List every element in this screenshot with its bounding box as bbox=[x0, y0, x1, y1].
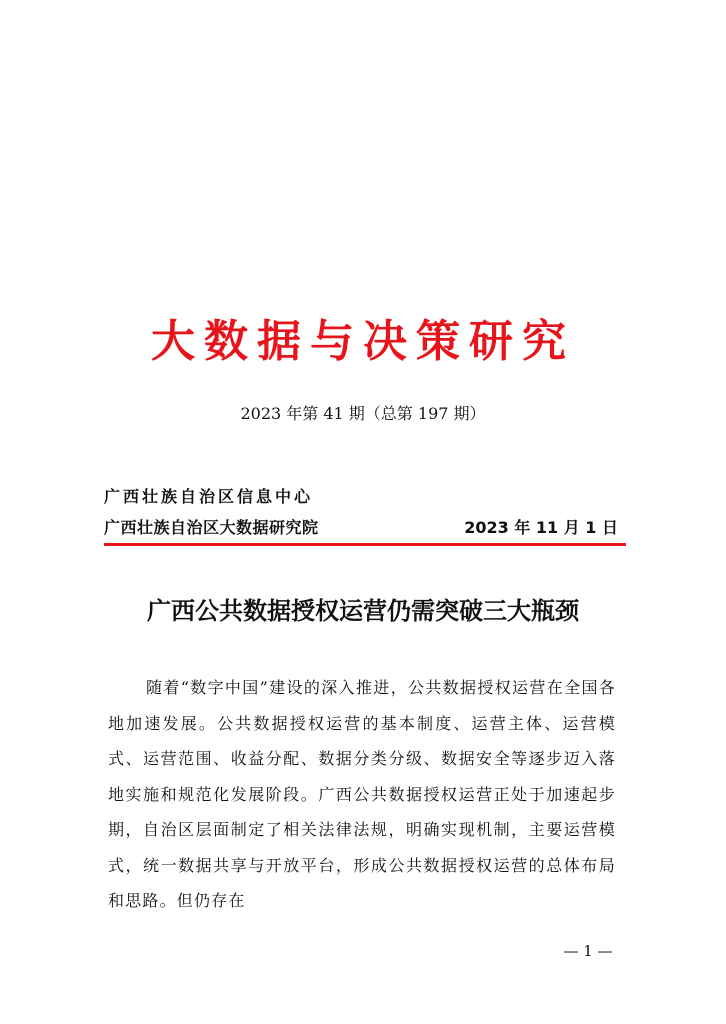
red-divider-rule bbox=[104, 543, 626, 546]
article-paragraph: 随着“数字中国”建设的深入推进，公共数据授权运营在全国各地加速发展。公共数据授权运营的基本制度、运营主体、运营模式、运营范围、收益分配、数据分类分级、数据安全等逐步迈入落地实施和规范化发展阶段。广西公共数据授权运营正处于加速起步期，自治区层面制定了相关法律法规，明确实现机制，主要运营模式，统一数据共享与开放平台，形成公共数据授权运营的总体布局和思路。但仍存在 bbox=[108, 678, 616, 910]
publish-date: 2023 年 11 月 1 日 bbox=[464, 518, 618, 537]
issue-number: 2023 年第 41 期（总第 197 期） bbox=[240, 404, 486, 423]
publisher-org-2: 广西壮族自治区大数据研究院 bbox=[104, 518, 319, 537]
article-title: 广西公共数据授权运营仍需突破三大瓶颈 bbox=[147, 596, 579, 625]
page-number: — 1 — bbox=[563, 942, 613, 960]
publisher-org-1: 广西壮族自治区信息中心 bbox=[104, 487, 314, 506]
masthead-title: 大数据与决策研究 bbox=[151, 316, 575, 367]
